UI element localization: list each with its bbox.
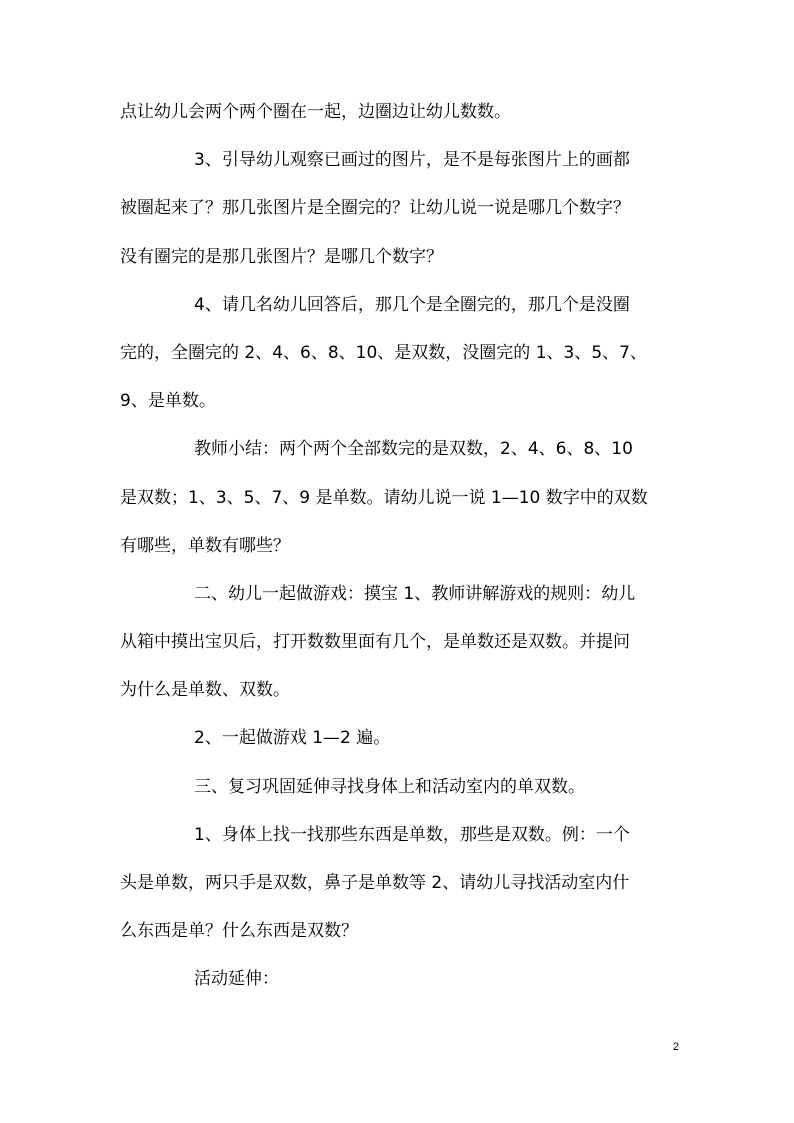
- text-line: 有哪些，单数有哪些？: [120, 535, 290, 556]
- text-line: 教师小结：两个两个全部数完的是双数，2、4、6、8、10: [194, 439, 633, 460]
- document-body: [120, 88, 680, 1004]
- text-line: 1、身体上找一找那些东西是单数，那些是双数。例：一个: [194, 824, 630, 845]
- text-line: 从箱中摸出宝贝后，打开数数里面有几个，是单数还是双数。并提问: [120, 632, 630, 653]
- text-line: 二、幼儿一起做游戏：摸宝 1、教师讲解游戏的规则：幼儿: [194, 583, 636, 604]
- text-line: 么东西是单？什么东西是双数？: [120, 921, 358, 942]
- page-number: 2: [672, 1041, 679, 1053]
- text-line: 活动延伸：: [194, 969, 279, 990]
- text-line: 是双数；1、3、5、7、9 是单数。请幼儿说一说 1—10 数字中的双数: [120, 487, 648, 508]
- text-line: 点让幼儿会两个两个圈在一起，边圈边让幼儿数数。: [120, 102, 511, 122]
- text-line: 3、引导幼儿观察已画过的图片，是不是每张图片上的画都: [194, 150, 630, 171]
- text-line: 没有圈完的是那几张图片？是哪几个数字？: [120, 246, 443, 267]
- text-line: 4、请几名幼儿回答后，那几个是全圈完的，那几个是没圈: [194, 294, 630, 315]
- text-line: 9、是单数。: [120, 391, 216, 412]
- text-line: 头是单数，两只手是双数，鼻子是单数等 2、请幼儿寻找活动室内什: [120, 873, 630, 893]
- text-line: 被圈起来了？那几张图片是全圈完的？让幼儿说一说是哪几个数字？: [120, 198, 630, 219]
- text-line: 三、复习巩固延伸寻找身体上和活动室内的单双数。: [194, 776, 585, 797]
- text-line: 完的，全圈完的 2、4、6、8、10、是双数，没圈完的 1、3、5、7、: [120, 342, 647, 363]
- text-line: 2、一起做游戏 1—2 遍。: [194, 728, 391, 749]
- text-line: 为什么是单数、双数。: [120, 680, 290, 701]
